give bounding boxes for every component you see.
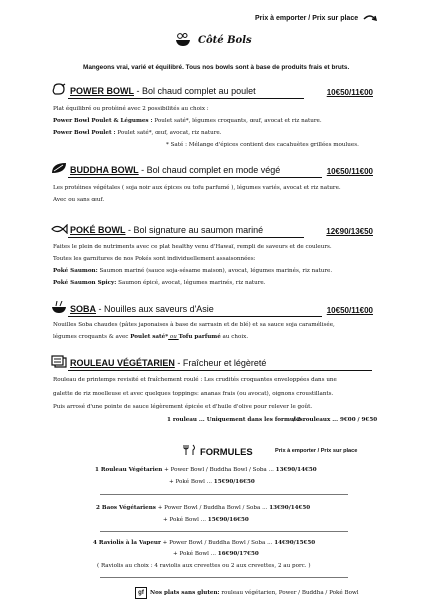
buddha-bowl-title	[70, 165, 280, 175]
rouleau-desc-2: galette de riz moelleuse et avec quelques toppings: ananas frais (ou avocat), oignons croustillants.	[53, 391, 334, 397]
buddha-bowl-name: BUDDHA BOWL	[70, 165, 139, 175]
power-bowl-option-2	[53, 130, 222, 136]
power-bowl-subtitle: - Bol chaud complet au poulet	[136, 86, 256, 96]
power-bowl-desc: Plat équilibré ou protéiné avec 2 possibilités au choix :	[53, 106, 209, 112]
formule-2-poke-price: 15€90/16€50	[207, 517, 249, 523]
rouleau-unit-note: 1 rouleau ... Uniquement dans les formules.	[167, 417, 305, 423]
formule-2-line-2	[163, 517, 249, 523]
formule-2-name: 2 Baos Végétariens	[96, 505, 156, 511]
buddha-bowl-desc: Les protéines végétales ( soja noir aux épices ou tofu parfumé ), légumes variés, avocat et riz nature.	[53, 185, 341, 191]
poke-bowl-subtitle: - Bol signature au saumon mariné	[128, 225, 264, 235]
soba-option-poulet: Poulet saté*	[130, 334, 169, 340]
sate-note: * Saté : Mélange d'épices contient des cacahuètes grillées moulues.	[166, 142, 359, 148]
formule-3-name: 4 Raviolis à la Vapeur	[93, 540, 161, 546]
rouleau-name: ROULEAU VÉGÉTARIEN	[70, 358, 175, 368]
formule-3-poke-price: 16€90/17€50	[217, 551, 259, 557]
formule-1-poke: + Poké Bowl ...	[169, 479, 214, 485]
power-bowl-title	[70, 86, 256, 96]
formule-divider-3	[100, 577, 348, 578]
power-bowl-price: 10€50/11€00	[326, 88, 373, 97]
intro-text: Mangeons vrai, varié et équilibré. Tous nos bowls sont à base de produits frais et bruts.	[83, 64, 350, 71]
rouleau-desc-3: Puis arrosé d'une pointe de sauce légèrement épicée et d'huile d'olive pour relever le goût.	[53, 404, 313, 410]
power-bowl-option-1-name: Power Bowl Poulet & Légumes :	[53, 118, 153, 124]
power-bowl-option-2-name: Power Bowl Poulet :	[53, 130, 116, 136]
poke-saumon-spicy-name: Poké Saumon Spicy:	[53, 280, 117, 286]
formule-divider-1	[100, 494, 348, 495]
soba-subtitle: - Nouilles aux saveurs d'Asie	[98, 304, 214, 314]
leaf-icon	[51, 162, 67, 174]
formule-2-price: 13€90/14€50	[269, 505, 311, 511]
rouleau-subtitle: - Fraîcheur et légèreté	[177, 358, 267, 368]
soba-option-tofu: Tofu parfumé	[178, 334, 221, 340]
soba-options-text: légumes croquants & avec	[53, 334, 131, 340]
power-bowl-option-2-text: Poulet saté*, œuf, avocat, riz nature.	[115, 130, 222, 136]
poke-bowl-desc: Faites le plein de nutriments avec ce plat healthy venu d'Hawaï, rempli de saveurs et de couleurs.	[53, 244, 332, 250]
buddha-bowl-price: 10€50/11€00	[326, 167, 373, 176]
poke-saumon-text: Saumon mariné (sauce soja-sésame maison), avocat, légumes marinés, riz nature.	[97, 268, 333, 274]
gluten-free-icon: gf	[135, 587, 147, 599]
gluten-free-label: Nos plats sans gluten:	[150, 590, 220, 596]
soba-desc: Nouilles Soba chaudes (pâtes japonaises à base de sarrasin et de blé) et sa sauce soja caramélisée,	[53, 322, 335, 328]
rouleau-rule	[68, 370, 372, 371]
soba-rule	[68, 316, 322, 317]
power-bowl-option-1	[53, 118, 322, 124]
poke-bowl-rule	[68, 237, 304, 238]
takeaway-note: Prix à emporter / Prix sur place	[255, 15, 359, 22]
formule-1-price: 13€90/14€50	[275, 467, 317, 473]
roll-icon	[51, 355, 67, 368]
curved-arrow-icon	[362, 12, 378, 24]
formule-1-line-2	[169, 479, 255, 485]
formules-title: FORMULES	[200, 446, 253, 457]
poke-saumon-spicy	[53, 280, 266, 286]
chicken-icon	[51, 83, 67, 96]
formule-2-options: + Power Bowl / Buddha Bowl / Soba ...	[155, 505, 270, 511]
poke-saumon-name: Poké Saumon:	[53, 268, 98, 274]
cutlery-icon	[183, 444, 197, 456]
rouleau-price: / 2 rouleaux ... 9€00 / 9€50	[293, 417, 378, 423]
formule-1-options: + Power Bowl / Buddha Bowl / Soba ...	[162, 467, 276, 473]
formule-3-price: 14€90/15€50	[274, 540, 316, 546]
formule-3-line-2	[173, 551, 259, 557]
bowl-logo-icon	[174, 32, 192, 48]
soba-title	[70, 304, 214, 314]
poke-saumon	[53, 268, 332, 274]
buddha-bowl-rule	[68, 177, 322, 178]
fish-icon	[51, 224, 68, 234]
soba-options-or: ou	[168, 334, 179, 340]
noodle-bowl-icon	[51, 301, 67, 314]
power-bowl-name: POWER BOWL	[70, 86, 134, 96]
gluten-free-text: rouleau végétarien, Power / Buddha / Poké Bowl	[219, 590, 359, 596]
formule-1-name: 1 Rouleau Végétarien	[95, 467, 163, 473]
formule-2-poke: + Poké Bowl ...	[163, 517, 208, 523]
poke-bowl-name: POKÉ BOWL	[70, 225, 126, 235]
formule-3-poke: + Poké Bowl ...	[173, 551, 218, 557]
formule-3-options: + Power Bowl / Buddha Bowl / Soba ...	[160, 540, 275, 546]
soba-price: 10€50/11€00	[326, 306, 373, 315]
formule-divider-2	[100, 531, 348, 532]
soba-options	[53, 334, 248, 340]
formule-3-line-1	[93, 540, 315, 546]
formule-2-line-1	[96, 505, 310, 511]
poke-bowl-price: 12€90/13€50	[326, 227, 373, 236]
buddha-bowl-egg: Avec ou sans œuf.	[53, 197, 105, 203]
power-bowl-rule	[68, 98, 304, 99]
poke-bowl-desc-2: Toutes les garnitures de nos Pokés sont individuellement assaisonnées:	[53, 256, 256, 262]
poke-saumon-spicy-text: Saumon épicé, avocat, légumes marinés, riz nature.	[116, 280, 266, 286]
soba-options-end: au choix.	[220, 334, 249, 340]
gluten-free-note	[150, 590, 359, 596]
buddha-bowl-subtitle: - Bol chaud complet en mode végé	[141, 165, 281, 175]
power-bowl-option-1-text: Poulet saté*, légumes croquants, œuf, avocat et riz nature.	[152, 118, 322, 124]
rouleau-title	[70, 358, 266, 368]
formule-3-ravioli-note: ( Raviolis au choix : 4 raviolis aux crevettes ou 2 aux crevettes, 2 au porc. )	[97, 563, 311, 569]
poke-bowl-title	[70, 225, 263, 235]
soba-name: SOBA	[70, 304, 97, 314]
formules-price-note: Prix à emporter / Prix sur place	[275, 448, 358, 454]
formule-1-poke-price: 15€90/16€50	[213, 479, 255, 485]
logo-title: Côté Bols	[198, 35, 252, 46]
rouleau-desc-1: Rouleau de printemps revisité et fraîchement roulé : Les crudités croquantes enveloppées dans une	[53, 377, 337, 383]
formule-1-line-1	[95, 467, 317, 473]
